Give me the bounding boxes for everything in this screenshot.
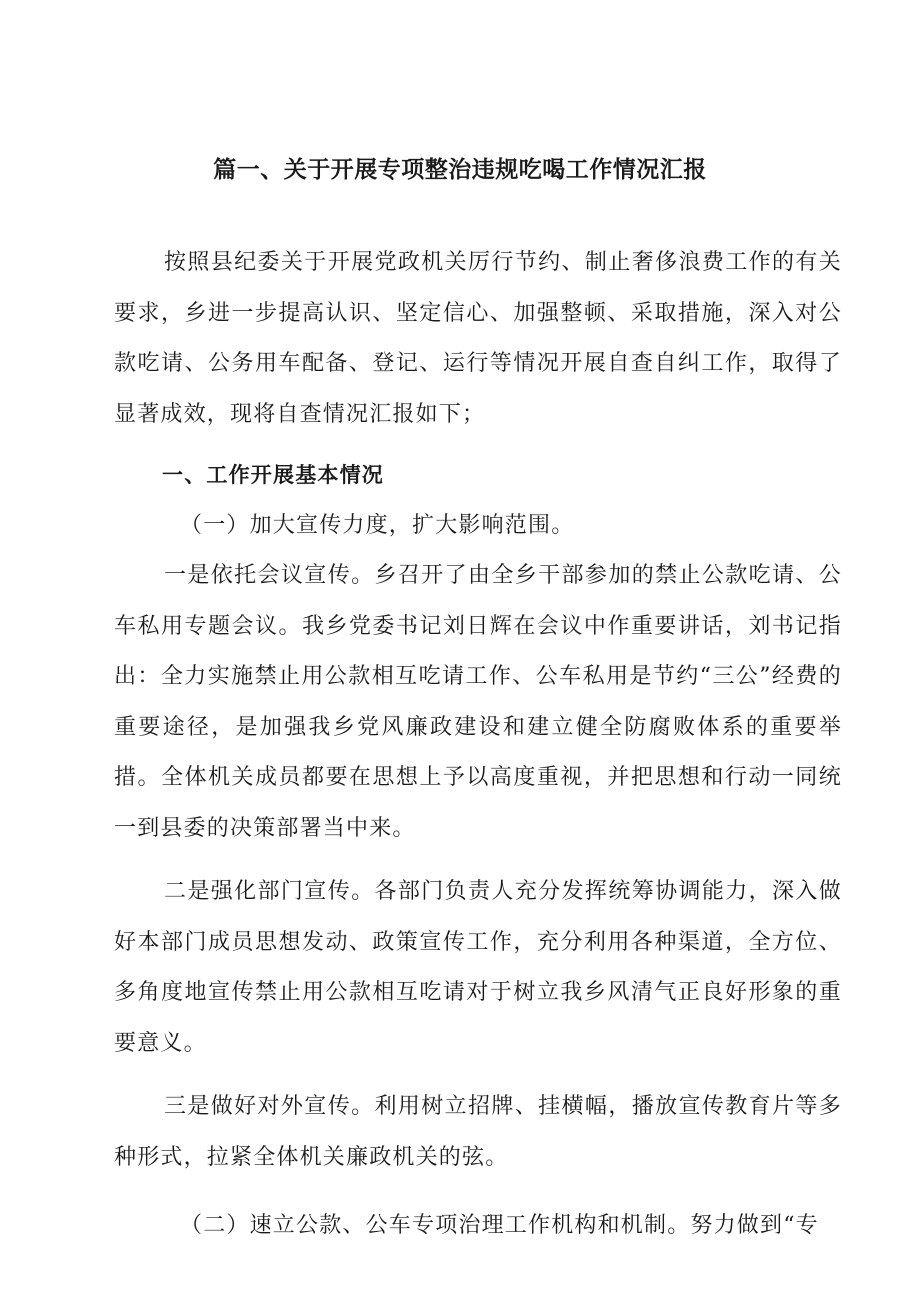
paragraph-meeting-publicity: 一是依托会议宣传。乡召开了由全乡干部参加的禁止公款吃请、公车私用专题会议。我乡党委书记刘日辉在会议中作重要讲话，刘书记指出：全力实施禁止用公款相互吃请工作、公车私用是节约“三公”经费的重要途径，是加强我乡党风廉政建设和建立健全防腐败体系的重要举措。全体机关成员都要在思想上予以高度重视，并把思想和行动一同统一到县委的决策部署当中来。	[114, 563, 842, 841]
document-body	[114, 238, 842, 1252]
intro-paragraph: 按照县纪委关于开展党政机关厉行节约、制止奢侈浪费工作的有关要求，乡进一步提高认识、坚定信心、加强整顿、采取措施，深入对公款吃请、公务用车配备、登记、运行等情况开展自查自纠工作，取得了显著成效，现将自查情况汇报如下；	[114, 250, 842, 427]
section-heading: 一、工作开展基本情况	[162, 463, 384, 487]
subsection-heading: （一）加大宣传力度，扩大影响范围。	[180, 512, 575, 538]
paragraph-external-publicity: 三是做好对外宣传。利用树立招牌、挂横幅，播放宣传教育片等多种形式，拉紧全体机关廉政机关的弦。	[114, 1094, 842, 1170]
document-title: 篇一、关于开展专项整治违规吃喝工作情况汇报	[213, 157, 707, 183]
subsection-heading: （二）速立公款、公车专项治理工作机构和机制。努力做到“专	[180, 1213, 819, 1238]
paragraph-department-publicity: 二是强化部门宣传。各部门负责人充分发挥统筹协调能力，深入做好本部门成员思想发动、政策宣传工作，充分利用各种渠道，全方位、多角度地宣传禁止用公款相互吃请对于树立我乡风清气正良好形象的重要意义。	[114, 879, 842, 1056]
